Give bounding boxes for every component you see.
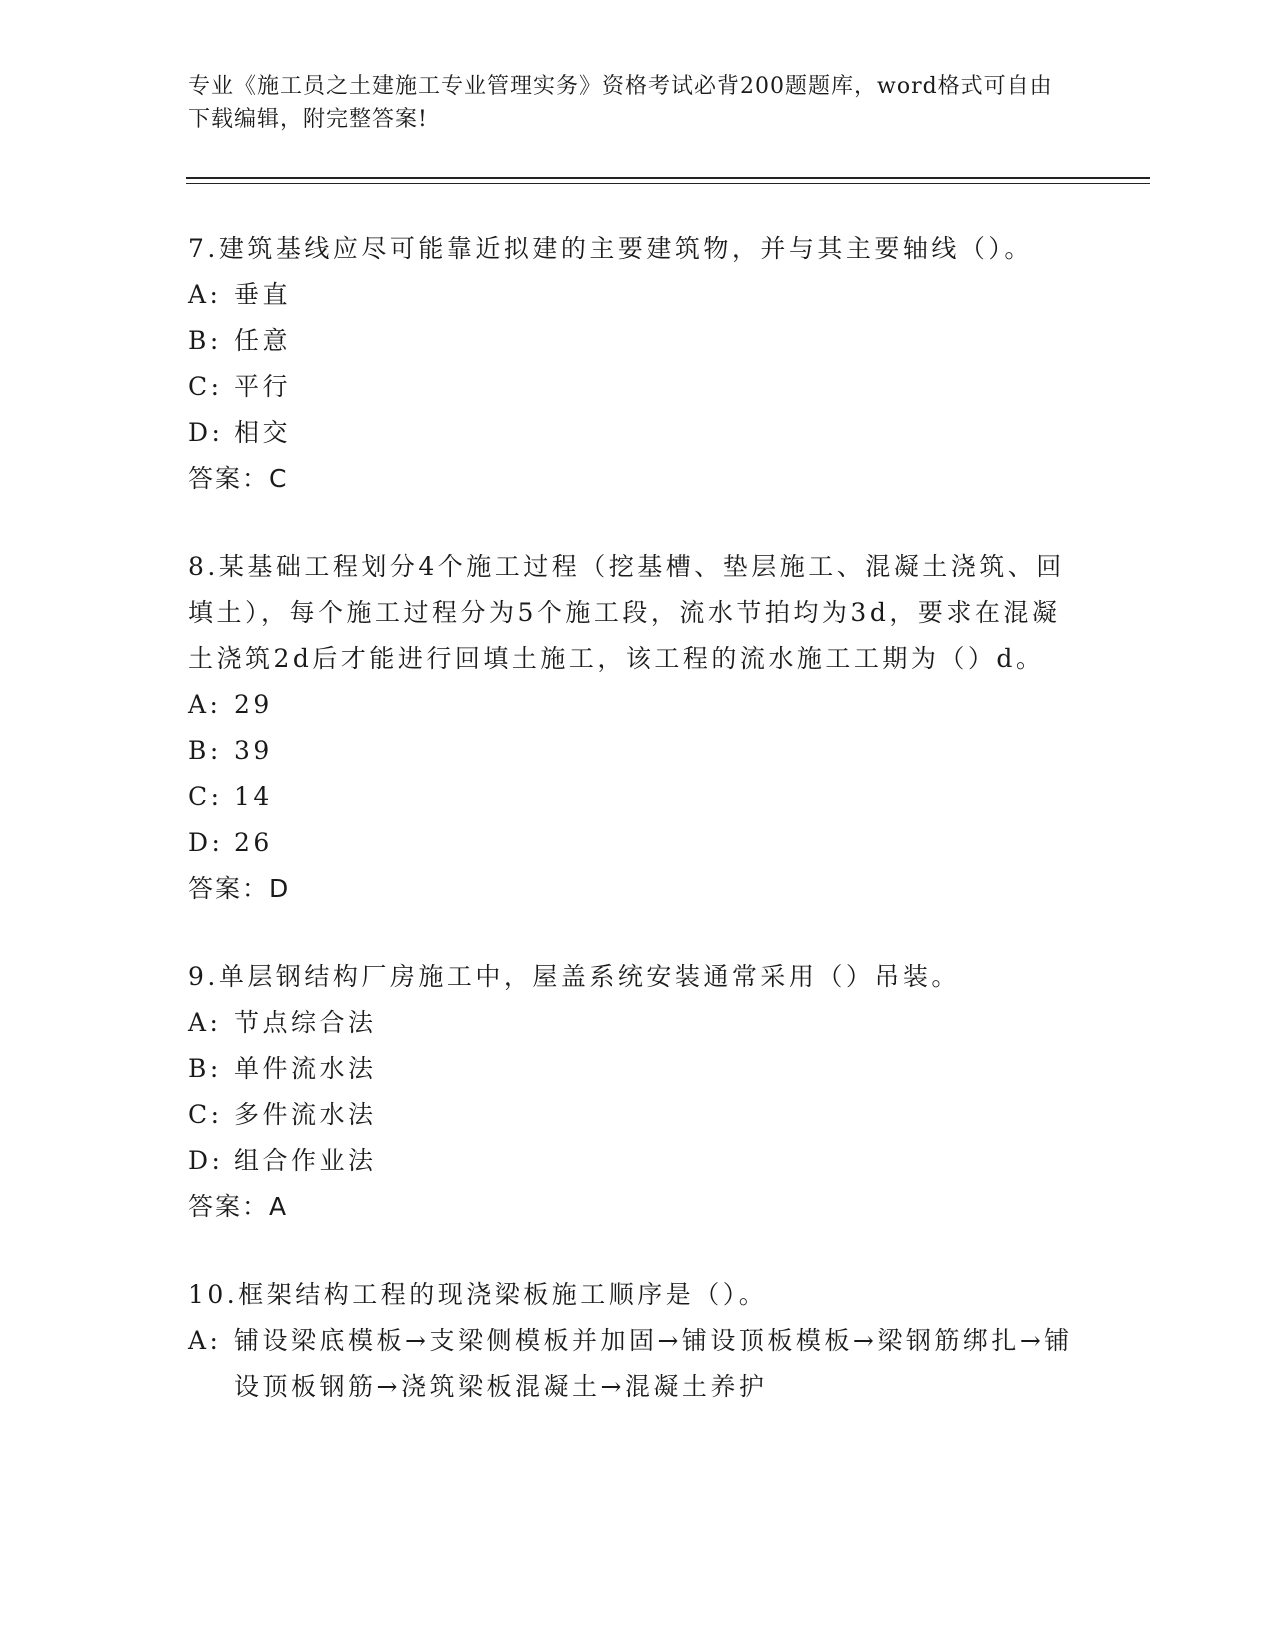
option-text: 多件流水法 [234,1100,377,1129]
option-letter: A: [188,280,222,309]
option-letter: B: [188,326,222,355]
option-letter: C: [188,1100,223,1129]
option-c [188,1092,1088,1138]
option-text: 29 [234,690,273,719]
option-text: 平行 [234,372,292,401]
option-a [188,1318,1088,1410]
answer-line: 答案：A [188,1192,289,1221]
question-10 [188,1272,1088,1410]
option-text: 节点综合法 [234,1008,377,1037]
option-letter: B: [188,1054,222,1083]
question-stem: 7.建筑基线应尽可能靠近拟建的主要建筑物，并与其主要轴线（）。 [188,234,1033,263]
option-letter: C: [188,782,223,811]
option-letter: A: [188,1008,222,1037]
question-stem: 10.框架结构工程的现浇梁板施工顺序是（）。 [188,1280,768,1309]
option-letter: D: [188,418,224,447]
question-list [188,226,1088,1452]
option-letter: C: [188,372,223,401]
question-stem: 9.单层钢结构厂房施工中，屋盖系统安装通常采用（）吊装。 [188,962,960,991]
question-stem: 8.某基础工程划分4个施工过程（挖基槽、垫层施工、混凝土浇筑、回填土），每个施工过程分为5个施工段，流水节拍均为3d，要求在混凝土浇筑2d后才能进行回填土施工，该工程的流水施工工期为（）d。 [188,552,1065,673]
option-letter: A: [188,690,222,719]
option-letter: A: [188,1326,222,1355]
option-text: 26 [234,828,273,857]
option-text: 组合作业法 [234,1146,377,1175]
option-d [188,410,1088,456]
question-9 [188,954,1088,1230]
option-a [188,272,1088,318]
option-a [188,682,1088,728]
answer-line: 答案：D [188,874,291,903]
option-b [188,728,1088,774]
option-b [188,318,1088,364]
question-8 [188,544,1088,912]
option-c [188,774,1088,820]
option-letter: B: [188,736,222,765]
option-text: 39 [234,736,273,765]
option-letter: D: [188,828,224,857]
option-text: 单件流水法 [234,1054,377,1083]
header-divider-thick [186,177,1150,179]
option-c [188,364,1088,410]
option-text: 相交 [234,418,292,447]
option-text: 铺设梁底模板→支梁侧模板并加固→铺设顶板模板→梁钢筋绑扎→铺设顶板钢筋→浇筑梁板混凝土→混凝土养护 [234,1326,1073,1401]
option-text: 垂直 [234,280,292,309]
answer-line: 答案：C [188,464,289,493]
document-header: 专业《施工员之土建施工专业管理实务》资格考试必背200题题库，word格式可自由下载编辑，附完整答案! [188,74,1053,132]
option-letter: D: [188,1146,224,1175]
option-d [188,820,1088,866]
header-divider-thin [186,183,1150,184]
option-text: 14 [234,782,273,811]
option-b [188,1046,1088,1092]
option-a [188,1000,1088,1046]
question-7 [188,226,1088,502]
option-d [188,1138,1088,1184]
option-text: 任意 [234,326,292,355]
